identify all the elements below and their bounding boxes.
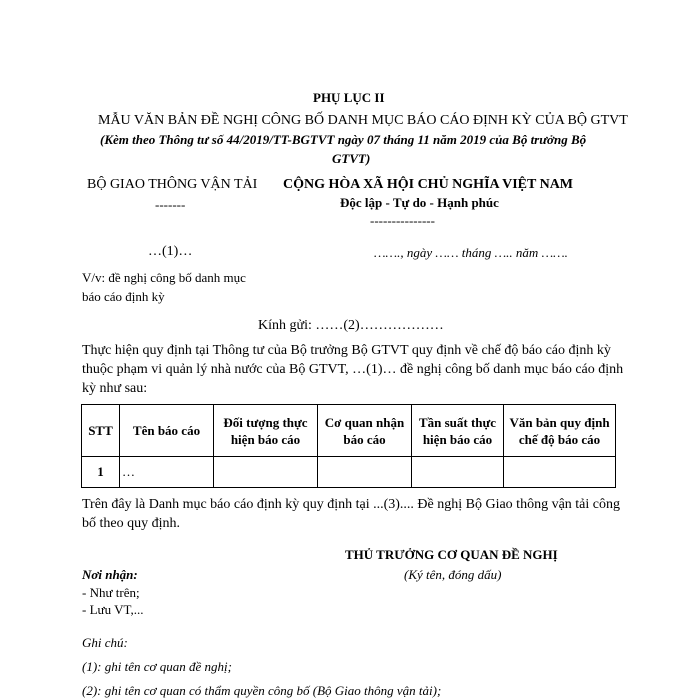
notes-item: (2): ghi tên cơ quan có thẩm quyền công bố (Bộ Giao thông vận tải); bbox=[82, 683, 442, 698]
subject-line2: báo cáo định kỳ bbox=[82, 289, 165, 304]
appendix-note-line1: (Kèm theo Thông tư số 44/2019/TT-BGTVT ngày 07 tháng 11 năm 2019 của Bộ trưởng Bộ bbox=[100, 132, 587, 147]
table-cell: 1 bbox=[82, 457, 120, 488]
column-header: Văn bản quy định chế độ báo cáo bbox=[504, 405, 616, 457]
national-motto: Độc lập - Tự do - Hạnh phúc bbox=[340, 195, 499, 210]
body-line3: kỳ như sau: bbox=[82, 381, 148, 396]
table-row bbox=[82, 457, 616, 488]
table-cell bbox=[504, 457, 616, 488]
column-header: Tên báo cáo bbox=[120, 405, 214, 457]
appendix-subtitle: MẪU VĂN BẢN ĐỀ NGHỊ CÔNG BỐ DANH MỤC BÁO CÁO ĐỊNH KỲ CỦA BỘ GTVT bbox=[98, 113, 628, 128]
body-line1: Thực hiện quy định tại Thông tư của Bộ trưởng Bộ GTVT quy định về chế độ báo cáo định kỳ bbox=[82, 343, 611, 358]
body-line2: thuộc phạm vi quản lý nhà nước của Bộ GTVT, …(1)… đề nghị công bố danh mục báo cáo định bbox=[82, 362, 624, 377]
column-header: Cơ quan nhận báo cáo bbox=[318, 405, 412, 457]
recipients-item: - Lưu VT,... bbox=[82, 602, 144, 617]
recipient-line: Kính gửi: ……(2)……………… bbox=[258, 318, 444, 333]
document-date: ……., ngày …… tháng ….. năm ……. bbox=[374, 245, 568, 260]
closing-line1: Trên đây là Danh mục báo cáo định kỳ quy định tại ...(3).... Đề nghị Bộ Giao thông vận tải công bbox=[82, 497, 620, 512]
column-header: Tần suất thực hiện báo cáo bbox=[412, 405, 504, 457]
report-list-table bbox=[81, 404, 616, 488]
country-name: CỘNG HÒA XÃ HỘI CHỦ NGHĨA VIỆT NAM bbox=[283, 177, 574, 192]
table-cell: … bbox=[120, 457, 214, 488]
table-cell bbox=[412, 457, 504, 488]
signature-note: (Ký tên, đóng dấu) bbox=[404, 567, 502, 582]
closing-line2: bố theo quy định. bbox=[82, 516, 180, 531]
recipients-item: - Như trên; bbox=[82, 585, 140, 600]
agency-name: BỘ GIAO THÔNG VẬN TẢI bbox=[87, 177, 258, 192]
motto-divider: --------------- bbox=[370, 213, 435, 228]
column-header: Đối tượng thực hiện báo cáo bbox=[214, 405, 318, 457]
subject-line1: V/v: đề nghị công bố danh mục bbox=[82, 270, 246, 285]
signature-title: THỦ TRƯỞNG CƠ QUAN ĐỀ NGHỊ bbox=[345, 547, 558, 562]
notes-label: Ghi chú: bbox=[82, 635, 128, 650]
notes-item: (1): ghi tên cơ quan đề nghị; bbox=[82, 659, 232, 674]
document-number: …(1)… bbox=[148, 244, 193, 259]
appendix-note-line2: GTVT) bbox=[332, 151, 371, 166]
recipients-label: Nơi nhận: bbox=[82, 567, 138, 582]
table-header-row bbox=[82, 405, 616, 457]
table-cell bbox=[318, 457, 412, 488]
column-header: STT bbox=[82, 405, 120, 457]
appendix-title: PHỤ LỤC II bbox=[313, 90, 385, 105]
agency-divider: ------- bbox=[155, 197, 186, 212]
table-cell bbox=[214, 457, 318, 488]
